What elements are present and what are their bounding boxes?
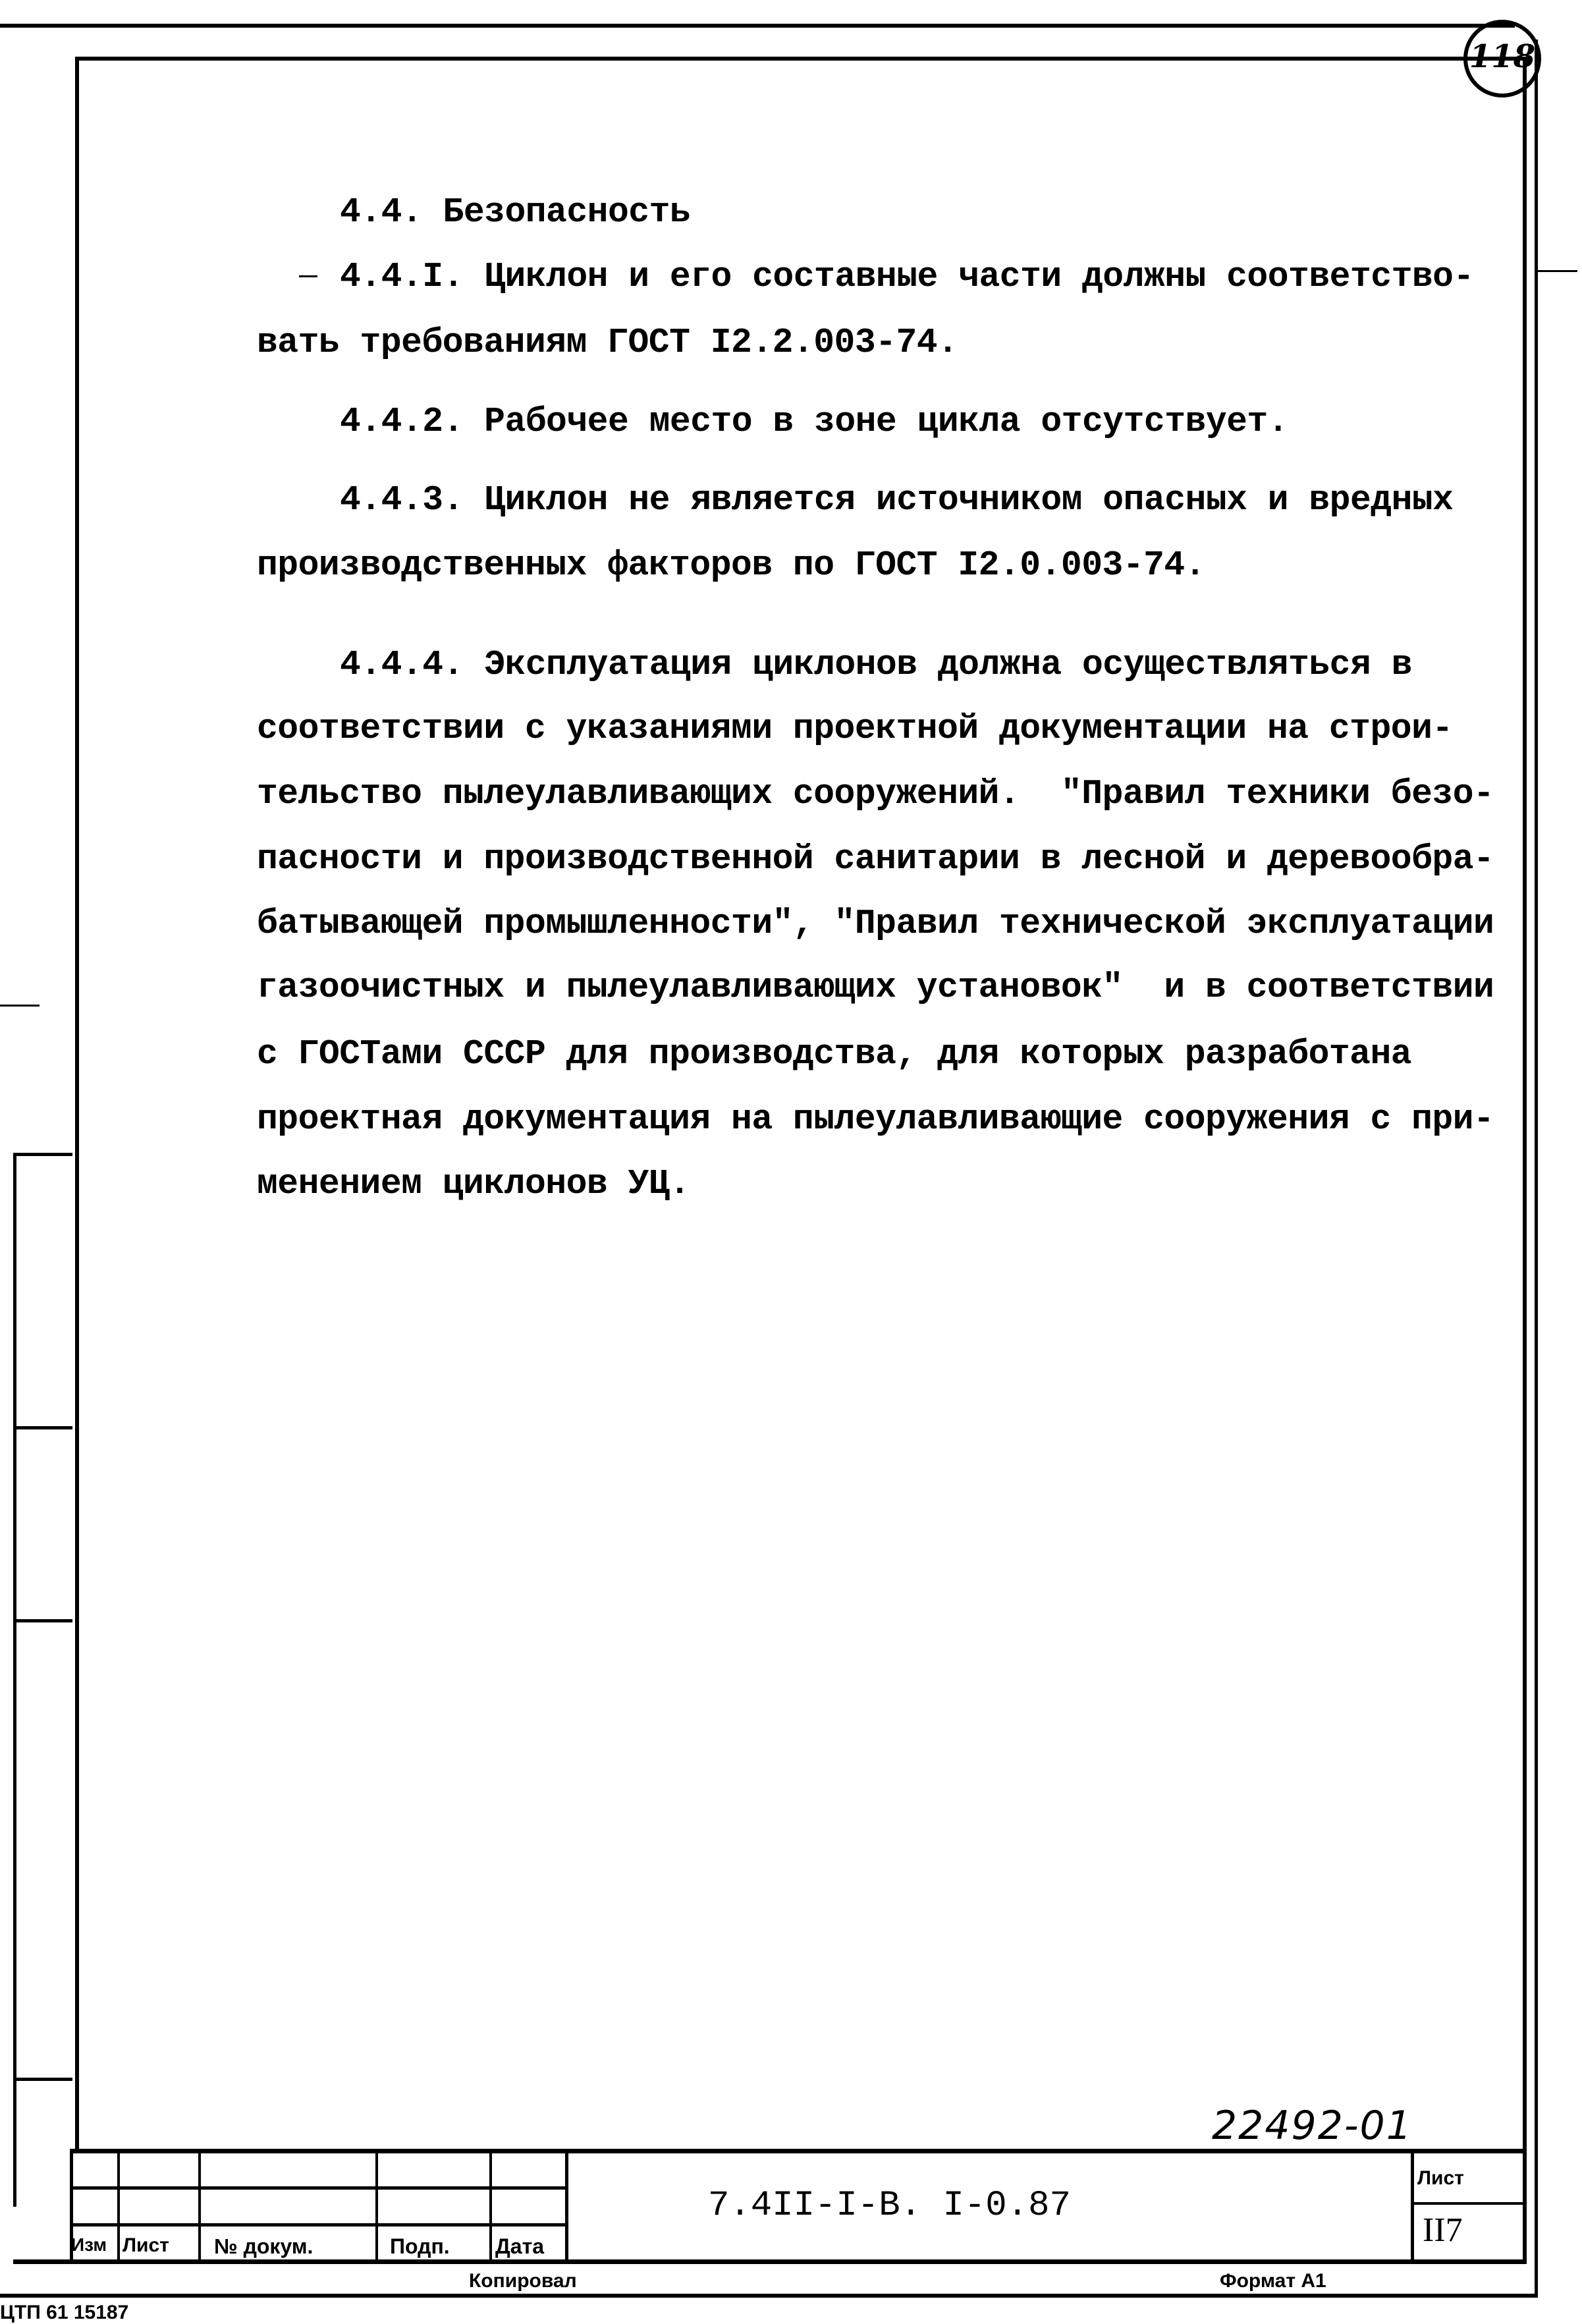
frame-right-outer xyxy=(1535,40,1538,2296)
sheet-stamp-circle xyxy=(1463,20,1541,97)
print-code: ЦТП 61 15187 xyxy=(0,2302,129,2323)
text-line: соответствии с указаниями проектной документации на строи- xyxy=(257,709,1453,748)
text-line: 4.4.I. Циклон и его составные части должны соответство- xyxy=(340,257,1474,296)
format-label: Формат А1 xyxy=(1220,2270,1326,2292)
section-heading: 4.4. Безопасность xyxy=(340,192,691,232)
column-label-sheet: Лист xyxy=(123,2234,169,2256)
text-line: с ГОСТами СССР для производства, для которых разработана xyxy=(257,1034,1412,1074)
text-line: батывающей промышленности", "Правил технической эксплуатации xyxy=(257,904,1494,943)
text-line: производственных факторов по ГОСТ I2.0.003-74. xyxy=(257,545,1206,585)
column-label-signature: Подп. xyxy=(390,2234,450,2258)
text-line: 4.4.2. Рабочее место в зоне цикла отсутствует. xyxy=(340,402,1289,441)
text-line: пасности и производственной санитарии в лесной и деревообра- xyxy=(257,839,1494,879)
text-line: менением циклонов УЦ. xyxy=(257,1164,690,1204)
sheet-number: II7 xyxy=(1423,2211,1463,2249)
text-line: вать требованиям ГОСТ I2.2.003-74. xyxy=(257,323,958,362)
sheet-label: Лист xyxy=(1417,2167,1464,2189)
text-line: проектная документация на пылеулавливающие сооружения с при- xyxy=(257,1099,1494,1139)
sheet-stamp-number: 118 xyxy=(1469,38,1536,75)
margin-strip-line xyxy=(13,1153,16,2207)
inventory-number: 22492-01 xyxy=(1212,2103,1413,2149)
frame-inner-top xyxy=(77,57,1526,61)
margin-tick xyxy=(13,1619,72,1622)
document-designation: 7.4II-I-В. I-0.87 xyxy=(708,2186,1071,2226)
margin-tick xyxy=(13,1153,72,1156)
column-label-doc-number: № докум. xyxy=(214,2234,314,2258)
text-line: тельство пылеулавливающих сооружений. "Правил техники безо- xyxy=(257,774,1494,814)
frame-left xyxy=(75,57,79,2151)
column-label-change: Изм xyxy=(71,2234,107,2255)
frame-top-line xyxy=(0,24,1515,28)
column-label-date: Дата xyxy=(495,2234,545,2258)
text-line: 4.4.4. Эксплуатация циклонов должна осуществляться в xyxy=(340,645,1412,684)
margin-tick xyxy=(13,2078,72,2081)
margin-dash xyxy=(299,275,317,277)
frame-bottom-outer xyxy=(0,2294,1538,2298)
text-line: газоочистных и пылеулавливающих установок" и в соответствии xyxy=(257,968,1494,1007)
copied-label: Копировал xyxy=(469,2270,577,2292)
frame-right xyxy=(1523,57,1527,2263)
text-line: 4.4.3. Циклон не является источником опасных и вредных xyxy=(340,480,1454,520)
frame-right-tick xyxy=(1538,270,1577,272)
margin-tick xyxy=(13,1426,72,1429)
margin-dash xyxy=(0,1005,40,1007)
